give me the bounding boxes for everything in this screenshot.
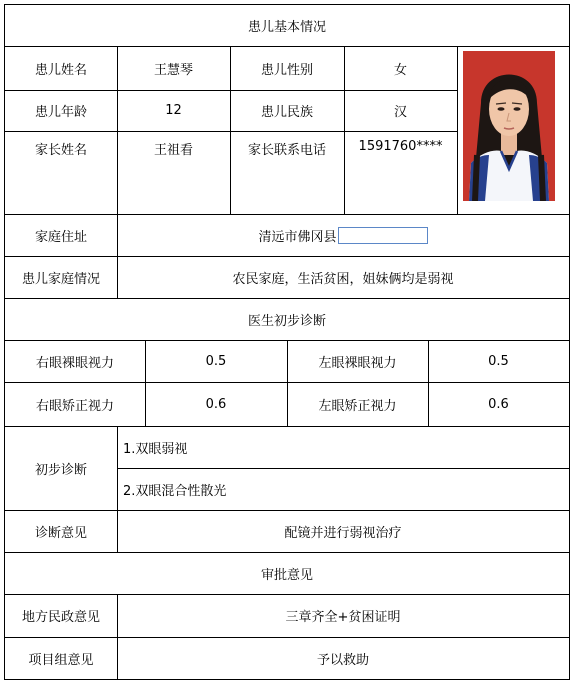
diagnosis-opinion: 配镜并进行弱视治疗: [117, 510, 570, 553]
address-cell: [117, 214, 570, 257]
address-label: 家庭住址: [4, 214, 118, 257]
team-opinion: 予以救助: [117, 637, 570, 680]
left-corrected-vision: 0.6: [428, 382, 570, 427]
local-opinion-label: 地方民政意见: [4, 594, 118, 638]
section-approval: 审批意见: [4, 552, 570, 595]
left-naked-vision: 0.5: [428, 340, 570, 383]
family-situation-label: 患儿家庭情况: [4, 256, 118, 299]
diagnosis-opinion-label: 诊断意见: [4, 510, 118, 553]
patient-age: 12: [117, 90, 231, 132]
left-naked-vision-label: 左眼裸眼视力: [287, 340, 429, 383]
diagnosis-item: 2.双眼混合性散光: [117, 468, 570, 511]
patient-name-label: 患儿姓名: [4, 46, 118, 91]
section-basic-info: 患儿基本情况: [4, 4, 570, 47]
patient-photo: [463, 51, 555, 201]
patient-ethnicity-label: 患儿民族: [230, 90, 345, 132]
family-situation: 农民家庭，生活贫困，姐妹俩均是弱视: [117, 256, 570, 299]
parent-phone: 1591760****: [344, 131, 458, 215]
left-corrected-vision-label: 左眼矫正视力: [287, 382, 429, 427]
parent-name-label: 家长姓名: [4, 131, 118, 215]
parent-name: 王祖看: [117, 131, 231, 215]
patient-gender: 女: [344, 46, 458, 91]
portrait-image: [463, 51, 555, 201]
section-diagnosis: 医生初步诊断: [4, 298, 570, 341]
initial-diagnosis-label: 初步诊断: [4, 426, 118, 511]
patient-gender-label: 患儿性别: [230, 46, 345, 91]
patient-name: 王慧琴: [117, 46, 231, 91]
local-opinion: 三章齐全+贫困证明: [117, 594, 570, 638]
patient-ethnicity: 汉: [344, 90, 458, 132]
address-value: 清远市佛冈县: [258, 229, 337, 245]
right-naked-vision-label: 右眼裸眼视力: [4, 340, 146, 383]
patient-age-label: 患儿年龄: [4, 90, 118, 132]
redacted-box: [338, 227, 428, 244]
right-naked-vision: 0.5: [145, 340, 288, 383]
team-opinion-label: 项目组意见: [4, 637, 118, 680]
patient-photo-cell: [457, 46, 570, 215]
parent-phone-label: 家长联系电话: [230, 131, 345, 215]
right-corrected-vision: 0.6: [145, 382, 288, 427]
right-corrected-vision-label: 右眼矫正视力: [4, 382, 146, 427]
diagnosis-item: 1.双眼弱视: [117, 426, 570, 469]
